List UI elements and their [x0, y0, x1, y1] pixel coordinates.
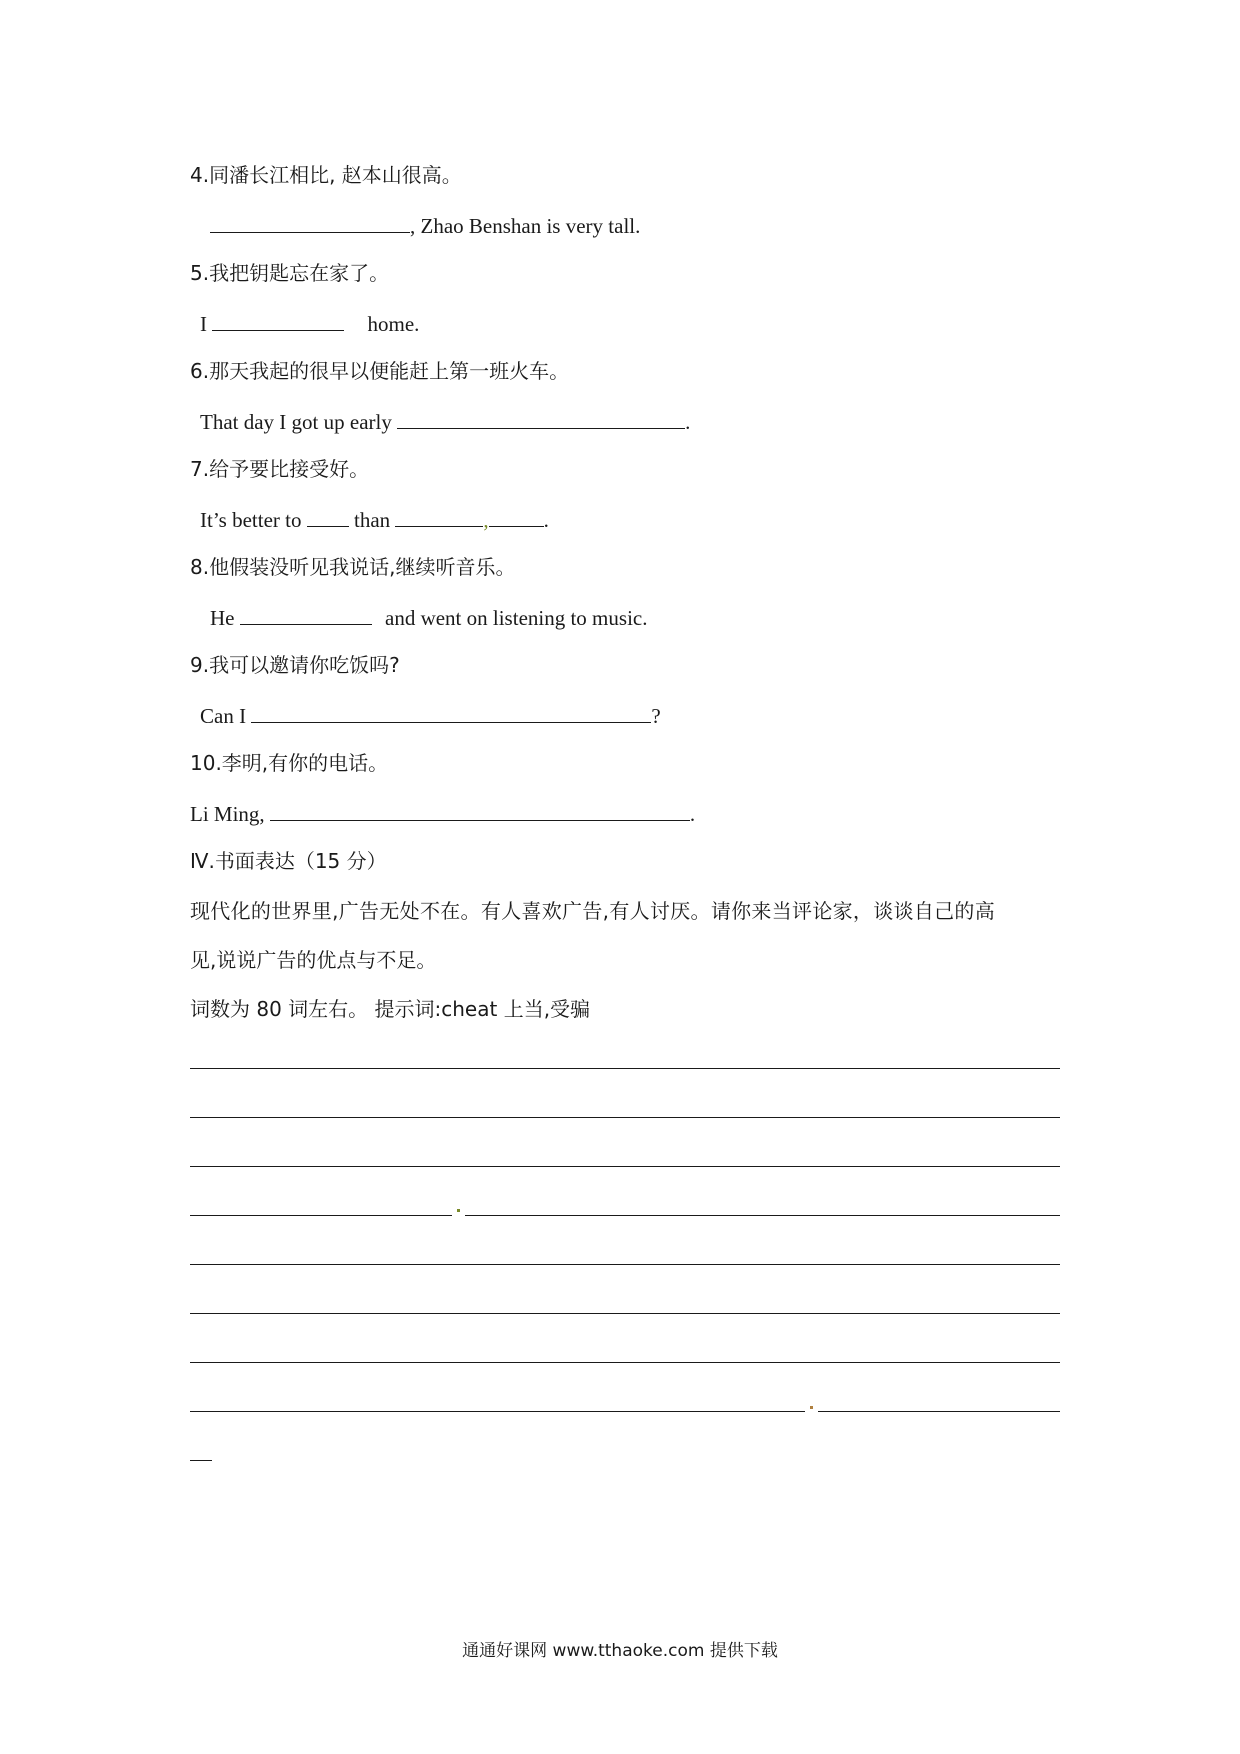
answer-blank[interactable]	[210, 210, 410, 233]
section-4-instruction: 见,说说广告的优点与不足。	[190, 948, 437, 972]
question-4-prompt: 4.同潘长江相比, 赵本山很高。	[190, 163, 462, 187]
answer-blank[interactable]	[307, 504, 349, 527]
writing-line[interactable]	[190, 1460, 212, 1461]
answer-text: He	[210, 606, 235, 630]
question-5-prompt: 5.我把钥匙忘在家了。	[190, 261, 390, 285]
stray-mark	[457, 1209, 460, 1212]
writing-line[interactable]	[190, 1313, 1060, 1314]
question-9-answer-line	[200, 700, 661, 730]
answer-blank[interactable]	[270, 798, 690, 821]
writing-line[interactable]	[190, 1411, 805, 1412]
answer-blank[interactable]	[395, 504, 483, 527]
section-4-heading: Ⅳ.书面表达（15 分）	[190, 849, 387, 873]
answer-text: home.	[367, 312, 420, 336]
question-4-answer-line	[210, 210, 640, 240]
writing-line[interactable]	[190, 1068, 1060, 1069]
question-6-answer-line	[200, 406, 690, 436]
answer-text: I	[200, 312, 207, 336]
answer-text: ?	[651, 704, 661, 728]
writing-line[interactable]	[190, 1215, 452, 1216]
question-10-prompt: 10.李明,有你的电话。	[190, 751, 389, 775]
question-7-answer-line: It’s better to than , .	[200, 504, 549, 534]
question-8-prompt: 8.他假装没听见我说话,继续听音乐。	[190, 555, 516, 579]
writing-line[interactable]	[818, 1411, 1060, 1412]
answer-text: Can I	[200, 704, 247, 728]
question-10-answer-line	[190, 798, 695, 828]
answer-text: It’s better to	[200, 508, 302, 532]
answer-text: and went on listening to music.	[385, 606, 648, 630]
question-5-answer-line	[200, 308, 419, 338]
answer-text: Li Ming,	[190, 802, 265, 826]
question-6-prompt: 6.那天我起的很早以便能赶上第一班火车。	[190, 359, 570, 383]
answer-blank[interactable]	[240, 602, 372, 625]
answer-text: than	[353, 508, 391, 532]
answer-blank[interactable]	[397, 406, 685, 429]
answer-text: .	[689, 802, 696, 826]
answer-text: .	[685, 410, 691, 434]
section-4-instruction: 现代化的世界里,广告无处不在。有人喜欢广告,有人讨厌。请你来当评论家，谈谈自己的高	[190, 899, 996, 923]
writing-line[interactable]	[190, 1166, 1060, 1167]
answer-blank[interactable]	[251, 700, 651, 723]
page-footer: 通通好课网 www.tthaoke.com 提供下载	[462, 1641, 778, 1661]
question-9-prompt: 9.我可以邀请你吃饭吗?	[190, 653, 400, 677]
writing-line[interactable]	[190, 1264, 1060, 1265]
answer-text: That day I got up early	[200, 410, 392, 434]
answer-text: .	[543, 508, 549, 532]
answer-blank[interactable]	[489, 504, 544, 527]
answer-blank[interactable]	[212, 308, 344, 331]
stray-mark	[810, 1406, 813, 1409]
writing-line[interactable]	[465, 1215, 1060, 1216]
question-7-prompt: 7.给予要比接受好。	[190, 457, 370, 481]
answer-text: , Zhao Benshan is very tall.	[410, 214, 641, 238]
writing-line[interactable]	[190, 1117, 1060, 1118]
section-4-instruction: 词数为 80 词左右。 提示词:cheat 上当,受骗	[190, 997, 591, 1021]
writing-line[interactable]	[190, 1362, 1060, 1363]
question-8-answer-line	[210, 602, 647, 632]
